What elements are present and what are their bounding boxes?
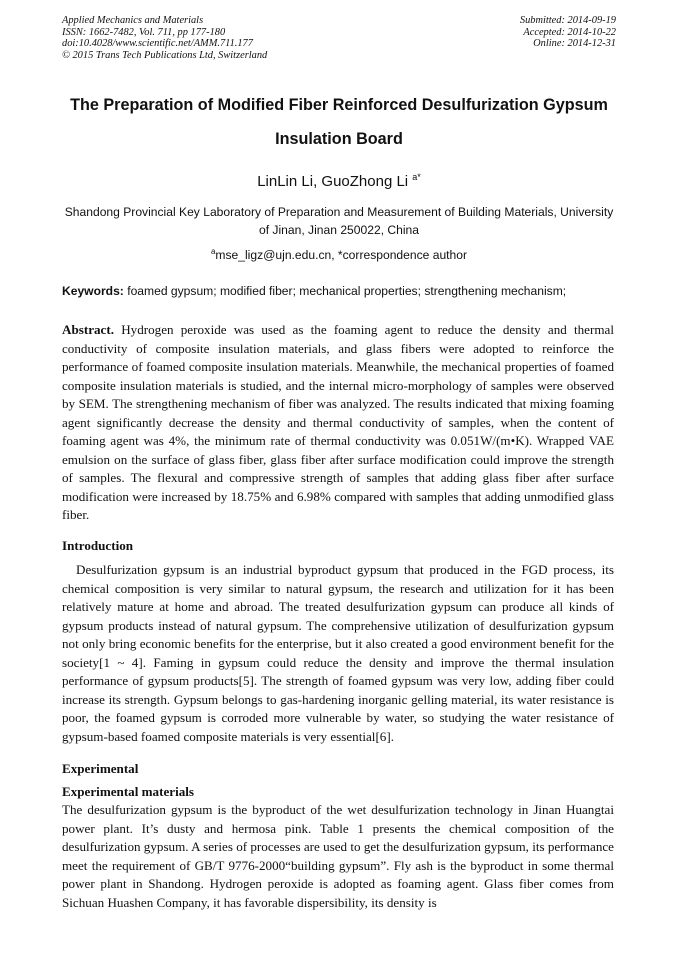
abstract (62, 321, 614, 525)
author-list (62, 167, 616, 192)
section-heading-experimental: Experimental (62, 761, 139, 776)
paper-title: The Preparation of Modified Fiber Reinforced Desulfurization Gypsum Insulation Board (70, 96, 608, 148)
affiliation: Shandong Provincial Key Laboratory of Preparation and Measurement of Building Materials, University of Jinan, Jinan 250022, China (64, 205, 614, 237)
author-mark: a* (412, 172, 421, 182)
abstract-label: Abstract. (62, 322, 114, 337)
keywords-text: foamed gypsum; modified fiber; mechanical properties; strengthening mechanism; (127, 284, 567, 298)
subsection-heading-materials: Experimental materials (62, 784, 194, 799)
copyright-line: © 2015 Trans Tech Publications Ltd, Switzerland (62, 49, 268, 61)
materials-paragraph: The desulfurization gypsum is the byproduct of the wet desulfurization technology in Jinan Huangtai power plant. It’s dusty and hermosa pink. Table 1 presents the chemical composition of the desulfurization gypsum. A series of processes are used to get the desulfurization gypsum, its performance meet the requirement of GB/T 9776-2000“building gypsum”. Fly ash is the byproduct in some thermal power plant in Shandong. Hydrogen peroxide is adopted as foaming agent. Glass fiber comes from Sichuan Huashen Company, it has favorable dispersibility, its density is (62, 802, 614, 910)
doi-line: doi:10.4028/www.scientific.net/AMM.711.177 (62, 38, 253, 50)
issn-line: ISSN: 1662-7482, Vol. 711, pp 177-180 (62, 26, 226, 38)
email-mark: a (210, 247, 216, 256)
accepted-date: Accepted: 2014-10-22 (523, 26, 616, 38)
journal-name: Applied Mechanics and Materials (62, 15, 204, 26)
keywords (62, 283, 616, 299)
email-text: mse_ligz@ujn.edu.cn, *correspondence author (215, 248, 468, 262)
online-date: Online: 2014-12-31 (533, 38, 616, 50)
submission-dates (520, 15, 616, 50)
contact-email (62, 244, 616, 263)
introduction-paragraph: Desulfurization gypsum is an industrial byproduct gypsum that produced in the FGD process, its chemical composition is very similar to natural gypsum, the research and utilization for it has been relatively mature at home and abroad. The treated desulfurization gypsum can produce all kinds of gypsum products instead of natural gypsum. The comprehensive utilization of desulfurization gypsum not only bring economic benefits for the enterprise, but it also created a good environment benefit for the society[1 ~ 4]. Faming in gypsum could reduce the density and improve the thermal insulation performance of gypsum products[5]. The strength of foamed gypsum was very low, adding fiber could increase its strength. Gypsum belongs to gas-hardening inorganic gelling material, its water resistance is poor, the foamed gypsum is corroded more vulnerable by water, so studying the water resistance of gypsum-based foamed composite materials is very essential[6]. (62, 562, 614, 744)
journal-info (62, 15, 267, 61)
submitted-date: Submitted: 2014-09-19 (519, 15, 616, 26)
author-names: LinLin Li, GuoZhong Li (257, 173, 409, 190)
section-heading-introduction: Introduction (62, 538, 134, 553)
keywords-label: Keywords: (62, 284, 124, 298)
abstract-text: Hydrogen peroxide was used as the foaming agent to reduce the density and thermal conductivity of composite insulation materials, and glass fibers were adopted to reinforce the performance of foamed composite insulation materials. Meanwhile, the mechanical properties of foamed composite insulation materials is studied, and the internal micro-morphology of samples were observed by SEM. The strengthening mechanism of fiber was analyzed. The results indicated that mixing foaming agent significantly decrease the density and thermal conductivity of samples, when the content of foaming agent was 4%, the minimum rate of thermal conductivity was 0.051W/(m•K). Wrapped VAE emulsion on the surface of glass fiber, glass fiber after surface modification could improve the strength of samples. The flexural and compressive strength of samples that adding glass fiber after surface modification were increased by 18.75% and 6.98% compared with samples that adding unmodified glass fiber. (62, 322, 614, 522)
